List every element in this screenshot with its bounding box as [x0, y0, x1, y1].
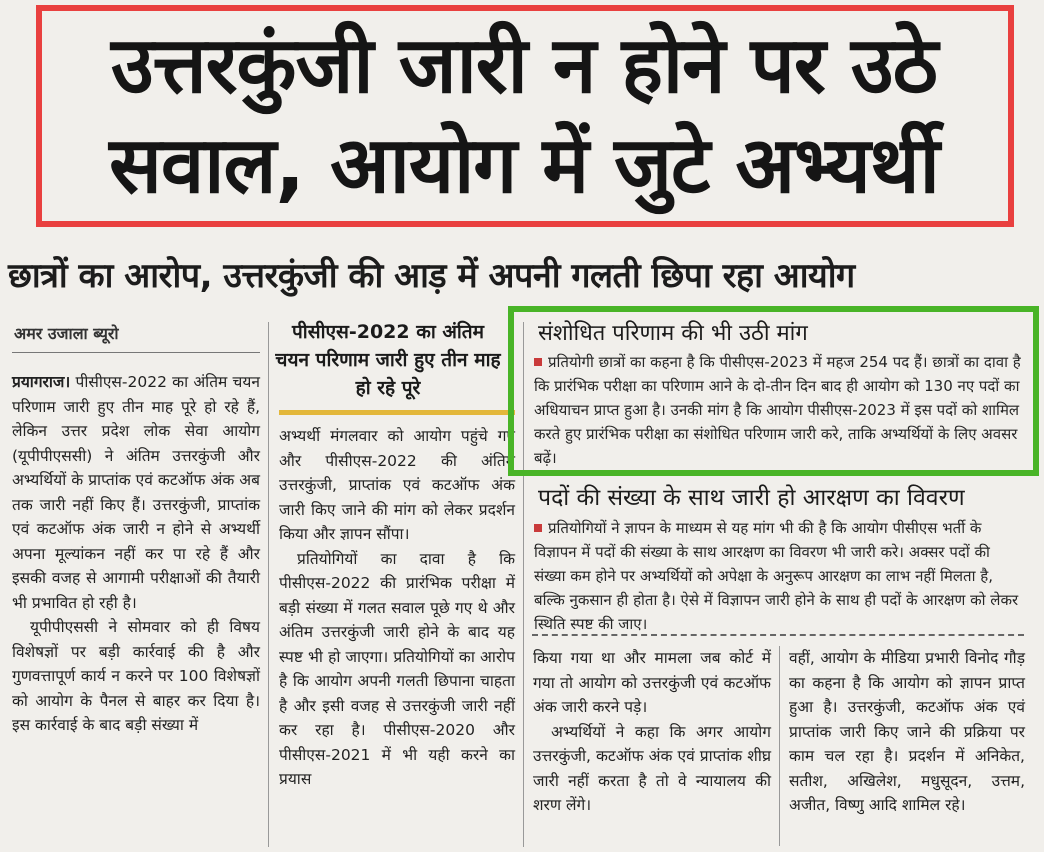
article-column-4: [789, 646, 1025, 818]
byline-divider: [12, 352, 260, 353]
bullet-square-icon: [534, 524, 542, 532]
box-2-body: प्रतियोगियों ने ज्ञापन के माध्यम से यह मांग भी की है कि आयोग पीसीएस भर्ती के विज्ञापन में पदों की संख्या के साथ आरक्षण का विवरण भी जारी करे। अक्सर पदों की संख्या कम होने पर अभ्यर्थियों को अपेक्षा के अनुरूप आरक्षण का लाभ नहीं मिलता है, बल्कि नुकसान ही होता है। ऐसे में विज्ञापन जारी होने के साथ ही पदों के आरक्षण को लेकर स्थिति स्पष्ट की जाए।: [534, 519, 1019, 633]
column-divider: [779, 646, 780, 846]
paragraph: [12, 370, 260, 615]
box-1-text: [534, 350, 1024, 470]
paragraph: किया गया था और मामला जब कोर्ट में गया तो आयोग को उत्तरकुंजी एवं कटऑफ अंक जारी करने पड़े।: [533, 649, 771, 716]
box-1-title: संशोधित परिणाम की भी उठी मांग: [538, 321, 808, 346]
article-column-2: [279, 424, 515, 792]
paragraph: वहीं, आयोग के मीडिया प्रभारी विनोद गौड़ का कहना है कि आयोग को ज्ञापन प्राप्त हुआ है। उत्तरकुंजी, कटऑफ अंक एवं प्राप्तांक जारी किए जाने की प्रक्रिया पर काम चल रहा है। प्रदर्शन में अनिकेत, सतीश, अखिलेश, मधुसूदन, उत्तम, अजीत, विष्णु आदि शामिल रहे।: [789, 649, 1025, 814]
article-column-1: [12, 370, 260, 738]
heading-underline: [279, 410, 515, 415]
paragraph: प्रतियोगियों का दावा है कि पीसीएस-2022 की प्रारंभिक परीक्षा में बड़ी संख्या में गलत सवाल पूछे गए थे और अंतिम उत्तरकुंजी जारी होने के बाद यह स्पष्ट भी हो जाएगा। प्रतियोगियों का आरोप है कि आयोग अपनी गलती छिपाना चाहता है और इसी वजह से उत्तरकुंजी जारी नहीं कर रहा है। पीसीएस-2020 और पीसीएस-2021 में भी यही करने का प्रयास: [279, 549, 515, 788]
paragraph: अभ्यर्थियों ने कहा कि अगर आयोग उत्तरकुंजी, कटऑफ अंक एवं प्राप्तांक शीघ्र जारी नहीं करता है तो वे न्यायालय की शरण लेंगे।: [533, 722, 771, 814]
byline: अमर उजाला ब्यूरो: [14, 324, 119, 343]
column-2-heading: पीसीएस-2022 का अंतिम चयन परिणाम जारी हुए तीन माह हो रहे पूरे: [275, 321, 501, 399]
paragraph-text: पीसीएस-2022 का अंतिम चयन परिणाम जारी हुए तीन माह पूरे हो रहे हैं, लेकिन उत्तर प्रदेश लोक सेवा आयोग (यूपीपीएससी) ने अंतिम उत्तरकुंजी और अभ्यर्थियों के प्राप्तांक एवं कटऑफ अंक अब तक जारी नहीं किए हैं। उत्तरकुंजी, प्राप्तांक एवं कटऑफ अंक जारी न होने से अभ्यर्थी अपना मूल्यांकन नहीं कर पा रहे हैं और इसकी वजह से आगामी परीक्षाओं की तैयारी भी प्रभावित हो रही है।: [12, 373, 260, 612]
subheadline: छात्रों का आरोप, उत्तरकुंजी की आड़ में अपनी गलती छिपा रहा आयोग: [8, 256, 855, 296]
bullet-square-icon: [534, 358, 542, 366]
dashed-divider: [532, 634, 1024, 636]
column-divider: [268, 322, 269, 847]
paragraph: यूपीपीएससी ने सोमवार को ही विषय विशेषज्ञों पर बड़ी कार्रवाई की है और गुणवत्तापूर्ण कार्य न करने पर 100 विशेषज्ञों को आयोग के पैनल से बाहर कर दिया है। इस कार्रवाई के बाद बड़ी संख्या में: [12, 618, 260, 734]
dateline: प्रयागराज।: [12, 373, 71, 391]
paragraph: अभ्यर्थी मंगलवार को आयोग पहुंचे गए और पीसीएस-2022 की अंतिम उत्तरकुंजी, प्राप्तांक एवं कटऑफ अंक जारी किए जाने की मांग को लेकर प्रदर्शन किया और ज्ञापन सौंपा।: [279, 427, 515, 543]
headline-line-1: उत्तरकुंजी जारी न होने पर उठे: [111, 21, 937, 111]
box-2-text: [534, 516, 1024, 636]
box-2-title: पदों की संख्या के साथ जारी हो आरक्षण का विवरण: [538, 485, 965, 511]
headline-line-2: सवाल, आयोग में जुटे अभ्यर्थी: [109, 121, 939, 211]
box-1-body: प्रतियोगी छात्रों का कहना है कि पीसीएस-2023 में महज 254 पद हैं। छात्रों का दावा है कि प्रारंभिक परीक्षा का परिणाम आने के दो-तीन दिन बाद ही आयोग को 130 नए पदों का अधियाचन प्राप्त हुआ है। उनकी मांग है कि आयोग पीसीएस-2023 में इस पदों को शामिल करते हुए प्रारंभिक परीक्षा का संशोधित परिणाम जारी करे, ताकि अभ्यर्थियों के लिए अवसर बढ़ें।: [534, 353, 1021, 467]
article-column-3: [533, 646, 771, 818]
